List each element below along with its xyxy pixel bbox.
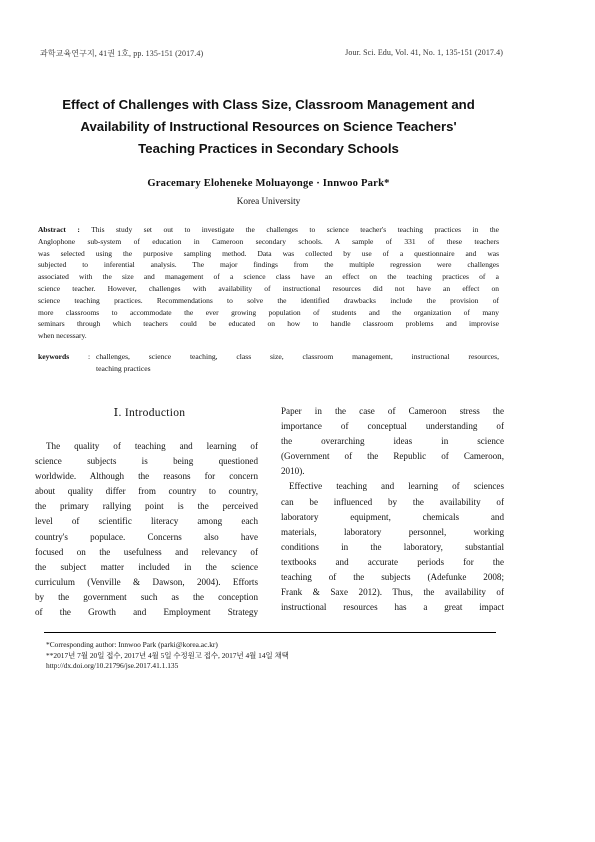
paper-title <box>40 94 497 160</box>
body-line: The quality of teaching and learning of <box>46 441 258 451</box>
body-line: worldwide. Although the reasons for concern <box>35 471 258 482</box>
abstract-line: subjected to inferential analysis. The major findings from the multiple regression were challenges <box>38 260 499 270</box>
body-line: the subject matter included in the science <box>35 561 258 572</box>
footnote-corresponding-author: *Corresponding author: Innwoo Park (parki@korea.ac.kr) <box>46 640 218 649</box>
abstract-line: science teaching practices. Recommendations to solve the identified drawbacks include the provision of <box>38 295 499 305</box>
title-line: Teaching Practices in Secondary Schools <box>138 141 399 156</box>
section-heading: Ⅰ. Introduction <box>113 407 186 419</box>
abstract-line: was selected using the purposive sampling method. Data was collected by use of a questionnaire and was <box>38 248 499 258</box>
title-line: Availability of Instructional Resources on Science Teachers' <box>80 119 457 134</box>
body-line: curriculum (Venville & Dawson, 2004). Efforts <box>35 576 258 587</box>
keywords-colon: : <box>88 352 91 361</box>
abstract-line: more classrooms to accommodate the ever growing population of students and the organization of many <box>38 307 499 317</box>
author-list: Gracemary Eloheneke Moluayonge · Innwoo Park* <box>147 178 390 189</box>
affiliation: Korea University <box>236 196 301 206</box>
keywords-label: keywords <box>38 352 70 361</box>
body-line: textbooks and accurate periods for the <box>281 556 504 567</box>
left-column <box>35 439 258 620</box>
keywords <box>38 351 499 375</box>
body-line: Effective teaching and learning of sciences <box>289 481 504 492</box>
body-line: the overarching ideas in science <box>281 436 504 447</box>
body-line: science subjects is being questioned <box>35 456 258 467</box>
abstract <box>38 224 499 342</box>
running-header-left: 과학교육연구지, 41권 1호, pp. 135-151 (2017.4) <box>40 49 204 58</box>
body-line: (Government of the Republic of Cameroon, <box>281 451 504 462</box>
body-line: focused on the usefulness and relevancy of <box>35 546 258 557</box>
footnote-doi-link[interactable]: http://dx.doi.org/10.21796/jse.2017.41.1.135 <box>46 661 179 670</box>
right-column <box>281 404 504 615</box>
body-line: about quality differ from country to country, <box>35 486 258 497</box>
footnotes <box>46 640 289 672</box>
keywords-line: challenges, science teaching, class size, classroom management, instructional resources, <box>96 352 499 361</box>
body-line: instructional resources has a great impact <box>281 602 504 613</box>
abstract-line: science teacher. However, challenges with availability of instructional resources did not have an effect on <box>38 283 499 293</box>
body-line: level of scientific literacy among each <box>35 516 258 527</box>
abstract-label: Abstract : <box>38 225 80 234</box>
keywords-line: teaching practices <box>96 364 151 373</box>
abstract-line: seminars through which teachers could be educated on how to handle classroom problems and improvise <box>38 319 499 329</box>
body-line: 2010). <box>281 466 305 477</box>
body-line: laboratory equipment, chemicals and <box>281 511 504 522</box>
abstract-line: when necessary. <box>38 331 87 341</box>
body-line: by the government such as the conception <box>35 591 258 602</box>
footnote-divider <box>44 632 496 633</box>
title-line: Effect of Challenges with Class Size, Classroom Management and <box>62 97 475 112</box>
body-line: the primary rallying point is the perceived <box>35 501 258 512</box>
abstract-line: Anglophone sub-system of education in Cameroon secondary schools. A sample of 331 of these teachers <box>38 236 499 246</box>
body-line: of the Growth and Employment Strategy <box>35 607 258 618</box>
running-header-right: Jour. Sci. Edu, Vol. 41, No. 1, 135-151 (2017.4) <box>345 48 503 57</box>
body-line: Paper in the case of Cameroon stress the <box>281 406 504 416</box>
abstract-line <box>38 224 499 236</box>
body-line: Frank & Saxe 2012). Thus, the availability of <box>281 587 504 598</box>
abstract-text: This study set out to investigate the challenges to science teacher's teaching practices in the <box>91 225 499 234</box>
body-line: importance of conceptual understanding of <box>281 421 504 432</box>
body-line: teaching of the subjects (Adefunke 2008; <box>281 572 504 583</box>
body-line: country's populace. Concerns also have <box>35 531 258 542</box>
body-line: materials, laboratory personnel, working <box>281 526 504 537</box>
body-line: conditions in the laboratory, substantial <box>281 541 504 552</box>
footnote-dates: **2017년 7월 20일 접수, 2017년 4월 5일 수정원고 접수, 2017년 4월 14일 채택 <box>46 650 289 660</box>
abstract-line: associated with the size and management of a science class have an effect on the teaching practices of a <box>38 272 499 282</box>
body-line: can be influenced by the availability of <box>281 496 504 507</box>
